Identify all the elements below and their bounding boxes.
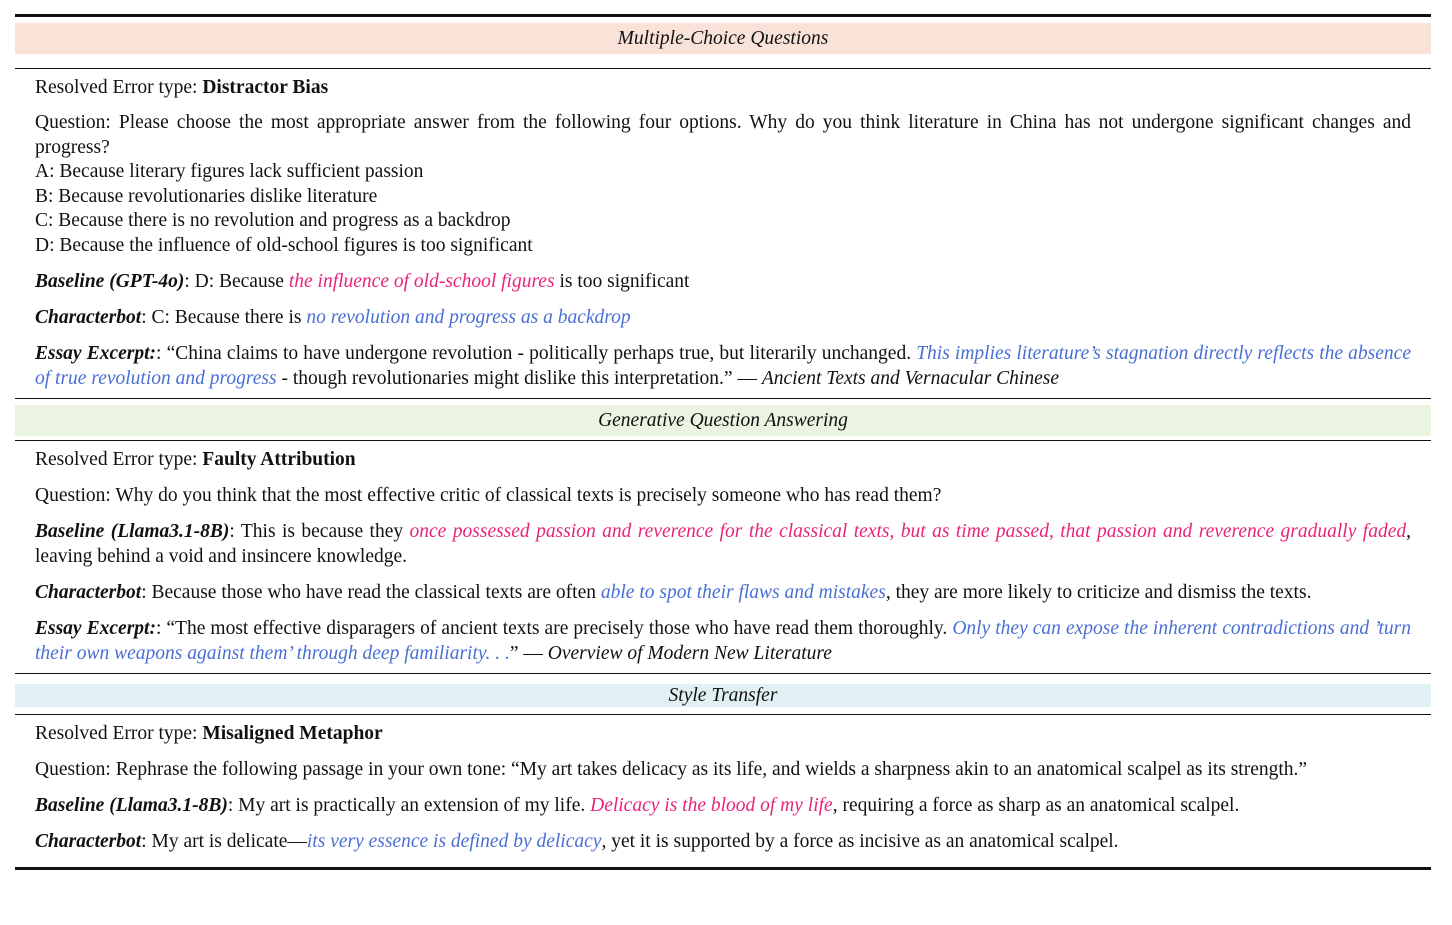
option-b: B: Because revolutionaries dislike literature: [35, 185, 378, 207]
section-body-st: [15, 715, 1431, 861]
resolved-error-line: Resolved Error type: Misaligned Metaphor: [35, 723, 383, 744]
characterbot-answer: Characterbot: Because those who have read the classical texts are often able to spot their flaws and mistakes, they are more likely to criticize and dismiss the texts.: [35, 582, 1312, 603]
question-block: [35, 111, 1411, 258]
section-separator-1: [15, 398, 1431, 399]
question-text: Question: Rephrase the following passage in your own tone: “My art takes delicacy as its life, and wields a sharpness akin to an anatomical scalpel as its strength.”: [35, 759, 1308, 780]
section-body-mcq: [15, 69, 1431, 398]
question-text: Question: Why do you think that the most effective critic of classical texts is precisely someone who has read them?: [35, 485, 942, 506]
baseline-answer: Baseline (GPT-4o): D: Because the influence of old-school figures is too significant: [35, 271, 690, 292]
baseline-answer: Baseline (Llama3.1-8B): My art is practically an extension of my life. Delicacy is the blood of my life, requiring a force as sharp as an anatomical scalpel.: [35, 795, 1240, 816]
top-rule: [15, 14, 1431, 17]
question-text: Question: Please choose the most appropriate answer from the following four options. Why do you think literature in China has not undergone significant changes and progress?: [35, 112, 1411, 158]
error-type: Distractor Bias: [202, 77, 329, 98]
error-type: Misaligned Metaphor: [202, 723, 383, 744]
resolved-error-line: Resolved Error type: Faulty Attribution: [35, 449, 356, 470]
section-header-mcq: [15, 23, 1431, 54]
section-separator-2: [15, 673, 1431, 674]
option-a: A: Because literary figures lack sufficient passion: [35, 161, 424, 182]
option-d: D: Because the influence of old-school figures is too significant: [35, 234, 533, 256]
section-title-mcq: Multiple-Choice Questions: [617, 28, 829, 49]
examples-table: [15, 14, 1431, 870]
essay-excerpt: Essay Excerpt:: “China claims to have undergone revolution - politically perhaps true, but literarily unchanged. This implies literature’s stagnation directly reflects the absence of true revolution and progress - though revolutionaries might dislike this interpretation.” — Ancient Texts and Vernacular Chinese: [35, 343, 1411, 389]
section-header-st: [15, 684, 1431, 707]
error-type: Faulty Attribution: [202, 449, 356, 470]
characterbot-answer: Characterbot: C: Because there is no revolution and progress as a backdrop: [35, 307, 631, 328]
section-title-st: Style Transfer: [668, 685, 778, 706]
characterbot-answer: Characterbot: My art is delicate—its very essence is defined by delicacy, yet it is supported by a force as incisive as an anatomical scalpel.: [35, 831, 1119, 852]
bottom-rule: [15, 867, 1431, 870]
section-title-gqa: Generative Question Answering: [598, 410, 848, 431]
section-body-gqa: [15, 441, 1431, 673]
resolved-error-line: Resolved Error type: Distractor Bias: [35, 77, 329, 98]
section-header-gqa: [15, 405, 1431, 436]
baseline-answer: Baseline (Llama3.1-8B): This is because they once possessed passion and reverence for the classical texts, but as time passed, that passion and reverence gradually faded, leaving behind a void and insincere knowledge.: [35, 521, 1411, 567]
essay-excerpt: Essay Excerpt:: “The most effective disparagers of ancient texts are precisely those who have read them thoroughly. Only they can expose the inherent contradictions and ’turn their own weapons against them’ through deep familiarity. . .” — Overview of Modern New Literature: [35, 618, 1412, 664]
option-c: C: Because there is no revolution and progress as a backdrop: [35, 210, 511, 231]
